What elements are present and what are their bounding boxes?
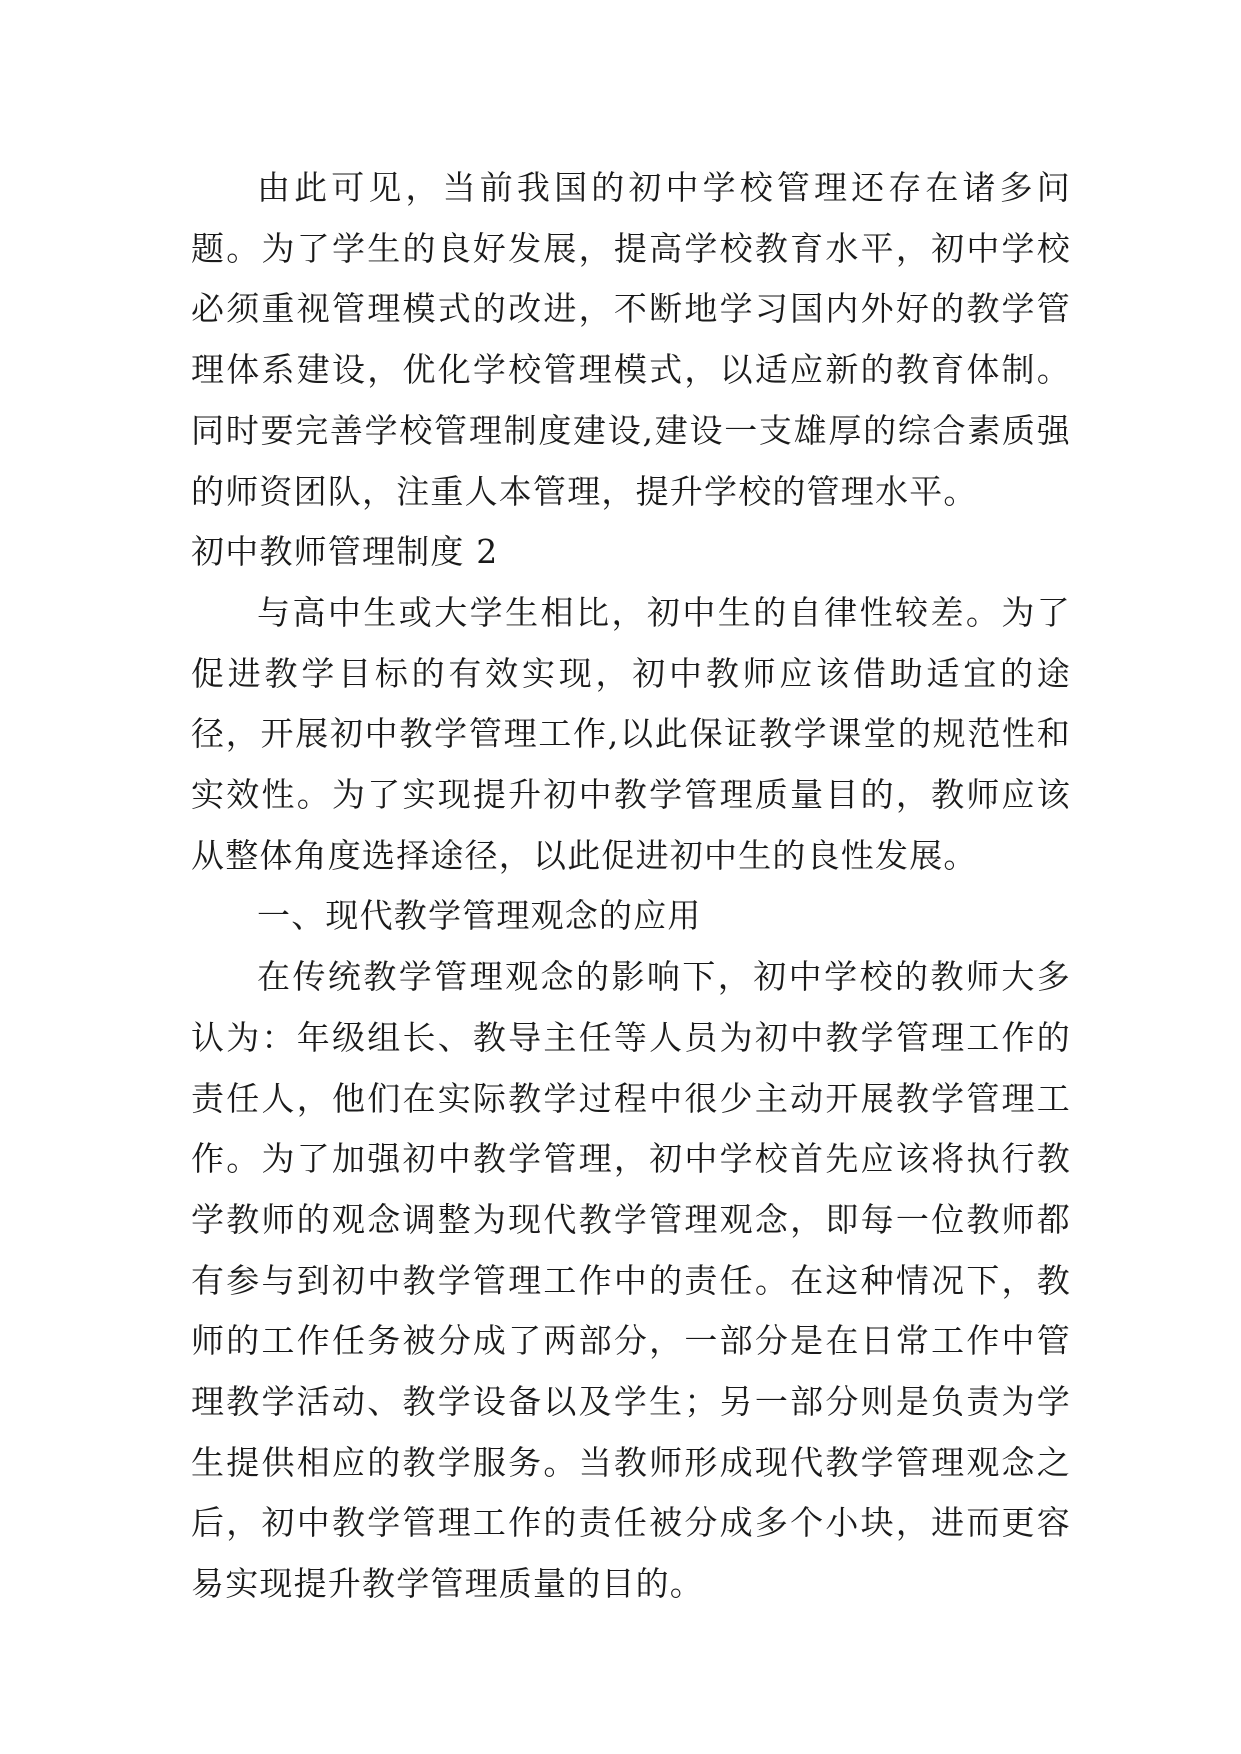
- document-body: [191, 158, 1071, 1615]
- subsection-heading: 一、现代教学管理观念的应用: [257, 896, 702, 936]
- section-heading: 初中教师管理制度 2: [191, 532, 499, 572]
- paragraph-intro: 与高中生或大学生相比，初中生的自律性较差。为了促进教学目标的有效实现，初中教师应该借助适宜的途径，开展初中教学管理工作,以此保证教学课堂的规范性和实效性。为了实现提升初中教学管理质量目的，教师应该从整体角度选择途径，以此促进初中生的良性发展。: [191, 592, 1071, 875]
- paragraph-body: 在传统教学管理观念的影响下，初中学校的教师大多认为：年级组长、教导主任等人员为初中教学管理工作的责任人，他们在实际教学过程中很少主动开展教学管理工作。为了加强初中教学管理，初中学校首先应该将执行教学教师的观念调整为现代教学管理观念，即每一位教师都有参与到初中教学管理工作中的责任。在这种情况下，教师的工作任务被分成了两部分，一部分是在日常工作中管理教学活动、教学设备以及学生；另一部分则是负责为学生提供相应的教学服务。当教师形成现代教学管理观念之后，初中教学管理工作的责任被分成多个小块，进而更容易实现提升教学管理质量的目的。: [191, 957, 1071, 1604]
- paragraph-conclusion: 由此可见，当前我国的初中学校管理还存在诸多问题。为了学生的良好发展，提高学校教育水平，初中学校必须重视管理模式的改进，不断地学习国内外好的教学管理体系建设，优化学校管理模式，以适应新的教育体制。同时要完善学校管理制度建设,建设一支雄厚的综合素质强的师资团队，注重人本管理，提升学校的管理水平。: [191, 168, 1071, 511]
